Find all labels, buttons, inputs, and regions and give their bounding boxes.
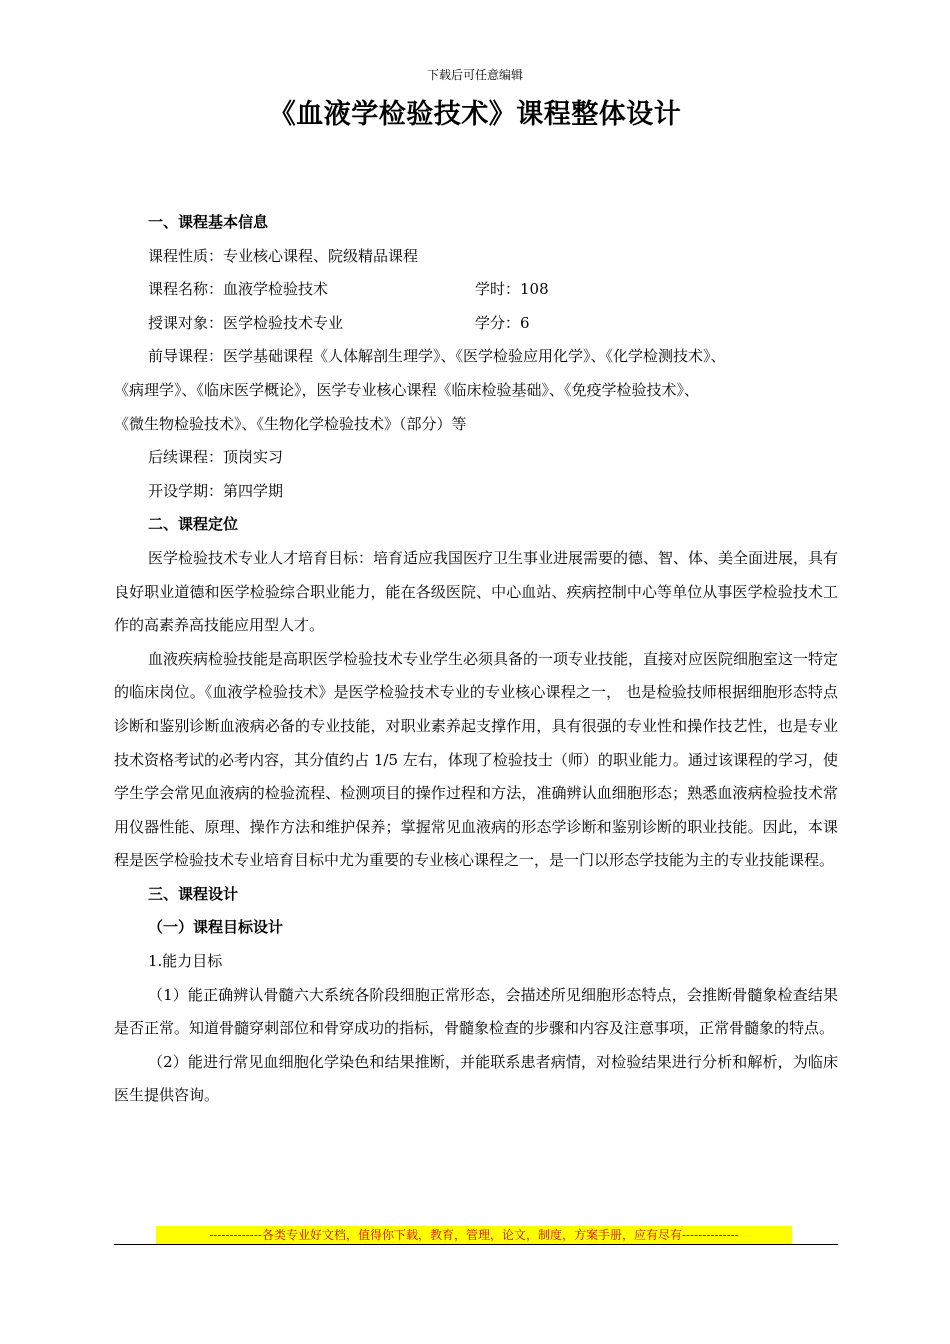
prereq-line-2: 《病理学》、《临床医学概论》，医学专业核心课程《临床检验基础》、《免疫学检验技术》、	[114, 380, 700, 399]
positioning-paragraph-1: 医学检验技术专业人才培育目标：培育适应我国医疗卫生事业进展需要的德、智、体、美全面进展，具有良好职业道德和医学检验综合职业能力，能在各级医院、中心血站、疾病控制中心等单位从事医学检验技术工作的高素养高技能应用型人才。	[114, 548, 839, 635]
semester: 开设学期：第四学期	[148, 481, 284, 500]
course-hours: 学时：108	[475, 280, 549, 299]
course-name-row	[114, 273, 838, 307]
section-heading-positioning: 二、课程定位	[148, 515, 239, 534]
page-title: 《血液学检验技术》课程整体设计	[268, 99, 682, 130]
ability-goal-2: （2）能进行常见血细胞化学染色和结果推断，并能联系患者病情，对检验结果进行分析和解析，为临床医生提供咨询。	[114, 1052, 838, 1105]
prereq-line-1: 前导课程：医学基础课程《人体解剖生理学》、《医学检验应用化学》、《化学检测技术》、	[148, 347, 726, 366]
course-name: 课程名称：血液学检验技术	[148, 280, 329, 299]
footer-banner: -------------各类专业好文档，值得你下载，教育，管理，论文，制度，方案手册，应有尽有--------------	[156, 1226, 792, 1244]
course-audience: 授课对象：医学检验技术专业	[148, 313, 344, 332]
footer-divider	[114, 1244, 838, 1245]
header-note: 下载后可任意编辑	[426, 68, 523, 82]
ability-goal-title: 1.能力目标	[148, 952, 223, 971]
positioning-paragraph-2: 血液疾病检验技能是高职医学检验技术专业学生必须具备的一项专业技能，直接对应医院细胞室这一特定的临床岗位。《血液学检验技术》是医学检验技术专业的专业核心课程之一， 也是检验技师根据细胞形态特点诊断和鉴别诊断血液病必备的专业技能，对职业素养起支撑作用，具有很强的专业性和操作技艺性，也是专业技术资格考试的必考内容，其分值约占 1/5 左右，体现了检验技士（师）的职业能力。通过该课程的学习，使学生学会常见血液病的检验流程、检测项目的操作过程和方法，准确辨认血细胞形态；熟悉血液病检验技术常用仪器性能、原理、操作方法和维护保养；掌握常见血液病的形态学诊断和鉴别诊断的职业技能。因此，本课程是医学检验技术专业培育目标中尤为重要的专业核心课程之一，是一门以形态学技能为主的专业技能课程。	[114, 649, 839, 870]
section-heading-basic-info: 一、课程基本信息	[148, 213, 269, 231]
course-credits: 学分：6	[475, 313, 530, 332]
section-heading-design: 三、课程设计	[148, 884, 239, 903]
course-audience-row	[114, 307, 838, 341]
prereq-line-3: 《微生物检验技术》、《生物化学检验技术》（部分）等	[114, 414, 467, 433]
subheading-goal-design: （一）课程目标设计	[148, 918, 284, 937]
ability-goal-1: （1）能正确辨认骨髓六大系统各阶段细胞正常形态，会描述所见细胞形态特点，会推断骨髓象检查结果是否正常。知道骨髓穿刺部位和骨穿成功的指标，骨髓象检查的步骤和内容及注意事项，正常骨髓象的特点。	[114, 985, 838, 1038]
document-body	[114, 206, 838, 1113]
followup-course: 后续课程：顶岗实习	[148, 448, 284, 467]
course-nature: 课程性质：专业核心课程、院级精品课程	[148, 246, 419, 265]
